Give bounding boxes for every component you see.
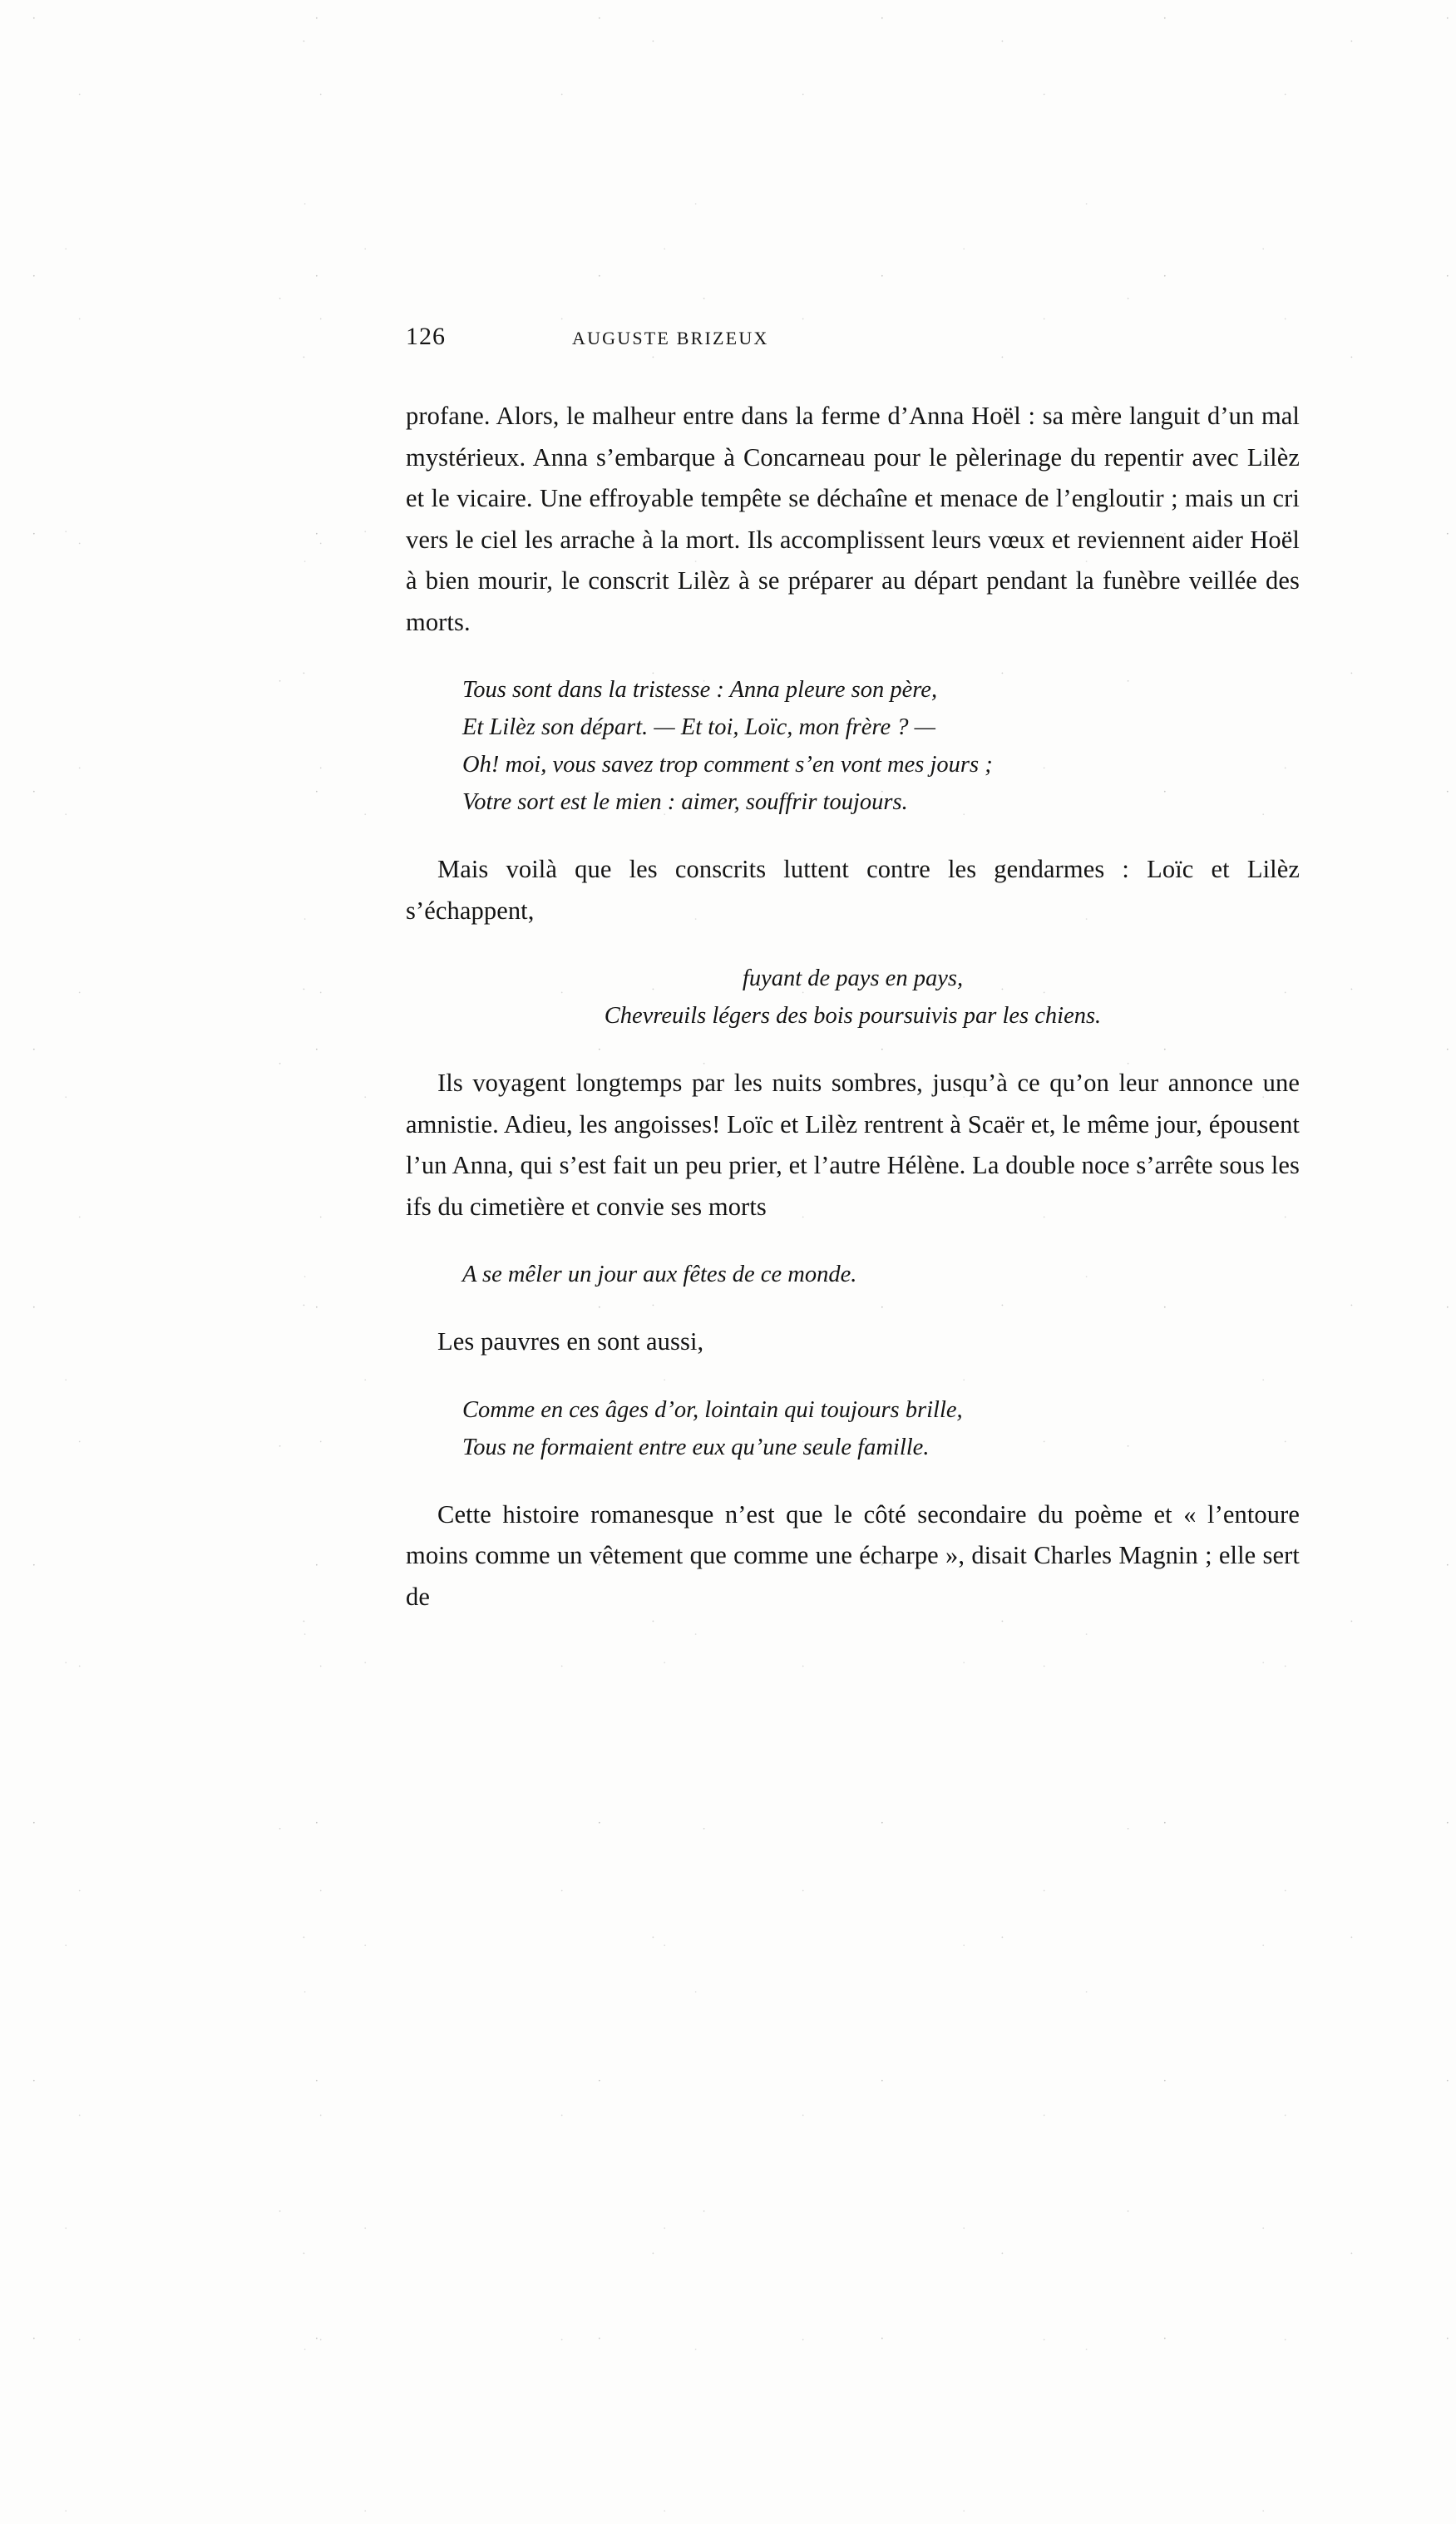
verse-line: Tous sont dans la tristesse : Anna pleure son père,	[462, 677, 938, 703]
verse-line: Oh! moi, vous savez trop comment s’en vont mes jours ;	[462, 752, 993, 778]
verse-line: Comme en ces âges d’or, lointain qui toujours brille,	[462, 1396, 963, 1423]
paragraph-2: Mais voilà que les conscrits luttent contre les gendarmes : Loïc et Lilèz s’échappent,	[406, 855, 1300, 925]
paragraph-3: Ils voyagent longtemps par les nuits sombres, jusqu’à ce qu’on leur annonce une amnistie. Adieu, les angoisses! Loïc et Lilèz rentrent à Scaër et, le même jour, épousent l’un Anna, qui s’est fait un peu prier, et l’autre Hélène. La double noce s’arrête sous les ifs du cimetière et convie ses morts	[406, 1069, 1300, 1221]
running-head: AUGUSTE BRIZEUX	[572, 328, 769, 348]
verse-line: Et Lilèz son départ. — Et toi, Loïc, mon frère ? —	[462, 714, 935, 740]
verse-block-2	[406, 960, 1300, 1035]
paragraph-5: Cette histoire romanesque n’est que le côté secondaire du poème et « l’entoure moins comme un vêtement que comme une écharpe », disait Charles Magnin ; elle sert de	[406, 1499, 1300, 1611]
verse-block-1	[406, 671, 1300, 821]
paragraph-1: profane. Alors, le malheur entre dans la ferme d’Anna Hoël : sa mère languit d’un mal mystérieux. Anna s’embarque à Concarneau pour le pèlerinage du repentir avec Lilèz et le vicaire. Une effroyable tempête se déchaîne et menace de l’engloutir ; mais un cri vers le ciel les arrache à la mort. Ils accomplissent leurs vœux et reviennent aider Hoël à bien mourir, le conscrit Lilèz à se préparer au départ pendant la funèbre veillée des morts.	[406, 402, 1300, 636]
page-content	[406, 323, 1300, 1646]
verse-line: Tous ne formaient entre eux qu’une seule famille.	[462, 1434, 930, 1460]
verse-line: A se mêler un jour aux fêtes de ce monde.	[462, 1262, 857, 1287]
verse-block-4	[406, 1391, 1300, 1466]
paragraph-4: Les pauvres en sont aussi,	[437, 1327, 704, 1356]
verse-block-3	[406, 1256, 1300, 1293]
page-header	[406, 323, 1300, 351]
verse-line: Chevreuils légers des bois poursuivis par les chiens.	[604, 1003, 1102, 1029]
folio-number: 126	[406, 323, 446, 350]
verse-line: fuyant de pays en pays,	[742, 966, 964, 991]
verse-line: Votre sort est le mien : aimer, souffrir toujours.	[462, 789, 908, 815]
